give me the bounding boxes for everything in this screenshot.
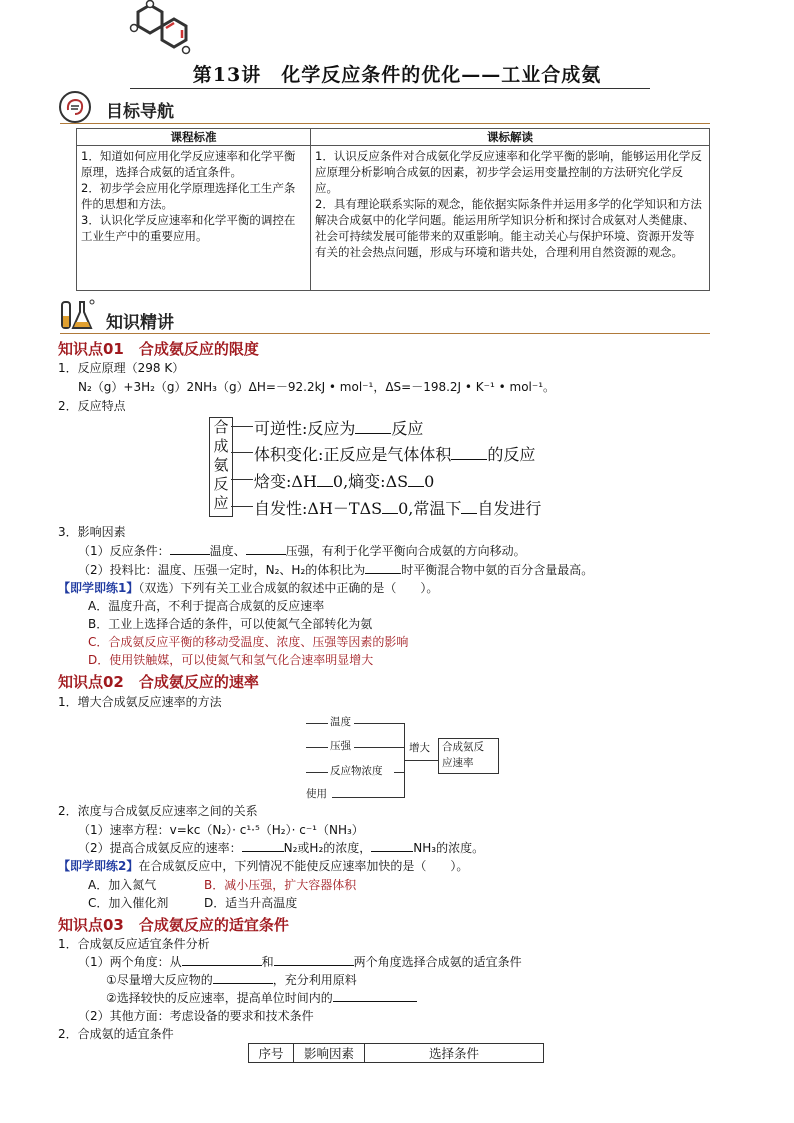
brain-icon <box>58 90 92 124</box>
rate-factor-temperature: 温度 <box>330 716 351 728</box>
exercise-1-option-a[interactable]: A．温度升高，不利于提高合成氨的反应速率 <box>88 599 325 613</box>
kp3-point-2: ②选择较快的反应速率，提高单位时间内的 <box>106 990 417 1006</box>
kp2-title: 知识点02 合成氨反应的速率 <box>58 673 259 691</box>
conditions-table <box>248 1043 544 1063</box>
feature-enthalpy: 焓变:ΔH 0,熵变:ΔS 0 <box>254 472 435 491</box>
goal-left-2: 2．初步学会应用化学原理选择化工生产条件的思想和方法。 <box>81 181 296 211</box>
exercise-1-question: 【即学即练1】（双选）下列有关工业合成氨的叙述中正确的是（ ）。 <box>58 581 439 595</box>
kp1-title: 知识点01 合成氨反应的限度 <box>58 340 259 358</box>
box-char: 应 <box>213 494 229 512</box>
rate-diagram <box>306 712 426 802</box>
flask-icon <box>58 296 98 332</box>
kp1-line-3: 2．反应特点 <box>58 399 126 413</box>
goals-header-interpretation: 课标解读 <box>311 129 710 146</box>
box-char: 反 <box>213 475 229 493</box>
exercise-1-option-d[interactable]: D．使用铁触媒，可以使氮气和氢气化合速率明显增大 <box>88 653 374 667</box>
section-rule <box>60 123 710 124</box>
kp3-other: （2）其他方面：考虑设备的要求和技术条件 <box>78 1009 314 1023</box>
exercise-1-option-b[interactable]: B．工业上选择合适的条件，可以使氮气全部转化为氨 <box>88 617 373 631</box>
goal-left-1: 1．知道如何应用化学反应速率和化学平衡原理，选择合成氨的适宜条件。 <box>81 149 296 179</box>
kp3-line-1: 1．合成氨反应适宜条件分析 <box>58 937 210 951</box>
kp3-point-1: ①尽量增大反应物的 ，充分利用原料 <box>106 973 357 987</box>
conditions-header-no: 序号 <box>249 1044 294 1063</box>
feature-spontaneity: 自发性:ΔH－TΔS 0,常温下 自发进行 <box>254 499 542 518</box>
page-title: 第13讲 化学反应条件的优化——工业合成氨 <box>192 64 602 86</box>
goal-right-2: 2．具有理论联系实际的观念，能依据实际条件并运用多学的化学知识和方法解决合成氨中的化学问题。能运用所学知识分析和探讨合成氨对人类健康、社会可持续发展可能带来的双重影响。能主动关心与保护环境、资源开发等有关的社会热点问题，形成与环境和谐共处，合理利用自然资源的观念。 <box>315 197 702 259</box>
kp3-two-angles: （1）两个角度：从 和 两个角度选择合成氨的适宜条件 <box>78 955 522 969</box>
goal-left-3: 3．认识化学反应速率和化学平衡的调控在工业生产中的重要应用。 <box>81 213 296 243</box>
kp2-increase-rate: （2）提高合成氨反应的速率： N₂或H₂的浓度， NH₃的浓度。 <box>78 841 485 855</box>
section-rule <box>60 333 710 334</box>
exercise-2-option-c[interactable]: C．加入催化剂 <box>88 896 169 910</box>
rate-factor-catalyst: 使用 <box>306 788 327 800</box>
goals-header-standard: 课程标准 <box>77 129 311 146</box>
exercise-2-option-d[interactable]: D．适当升高温度 <box>204 896 298 910</box>
conditions-header-choice: 选择条件 <box>365 1044 544 1063</box>
rate-target-box: 合成氨反 应速率 <box>438 738 499 774</box>
feature-reversibility: 可逆性:反应为 反应 <box>254 419 424 438</box>
kp3-title: 知识点03 合成氨反应的适宜条件 <box>58 916 289 934</box>
goal-right-1: 1．认识反应条件对合成氨化学反应速率和化学平衡的影响，能够运用化学反应原理分析影响合成氨的因素，初步学会运用变量控制的方法研究化学反应。 <box>315 149 702 195</box>
kp2-line-1: 1．增大合成氨反应速率的方法 <box>58 695 222 709</box>
box-char: 成 <box>213 437 229 455</box>
kp1-line-4: 3．影响因素 <box>58 525 126 539</box>
kp3-line-6: 2．合成氨的适宜条件 <box>58 1027 174 1041</box>
exercise-2-option-a[interactable]: A．加入氮气 <box>88 878 157 892</box>
exercise-1-option-c[interactable]: C．合成氨反应平衡的移动受温度、浓度、压强等因素的影响 <box>88 635 409 649</box>
goals-table <box>76 128 710 291</box>
kp1-conditions: （1）反应条件： 温度、 压强，有利于化学平衡向合成氨的方向移动。 <box>78 544 526 558</box>
conditions-header-factor: 影响因素 <box>294 1044 365 1063</box>
rate-factor-concentration: 反应物浓度 <box>330 765 383 777</box>
box-char: 合 <box>213 418 229 436</box>
exercise-2-question: 【即学即练2】在合成氨反应中，下列情况不能使反应速率加快的是（ ）。 <box>58 859 469 873</box>
kp1-ratio: （2）投料比：温度、压强一定时，N₂、H₂的体积比为 时平衡混合物中氨的百分含量最高。 <box>78 563 594 577</box>
kp1-feature-box <box>209 417 233 517</box>
rate-factor-pressure: 压强 <box>330 740 351 752</box>
title-underline <box>130 88 650 89</box>
benzene-logo-icon <box>120 0 200 60</box>
kp1-line-1: 1．反应原理（298 K） <box>58 361 185 375</box>
section-knowledge-heading: 知识精讲 <box>106 313 174 333</box>
section-goals-heading: 目标导航 <box>106 102 174 122</box>
kp2-rate-equation: （1）速率方程：v=kc（N₂）· c¹·⁵（H₂）· c⁻¹（NH₃） <box>78 823 364 837</box>
kp2-line-2: 2．浓度与合成氨反应速率之间的关系 <box>58 804 258 818</box>
feature-volume: 体积变化:正反应是气体体积 的反应 <box>254 445 536 464</box>
rate-increase-label: 增大 <box>409 742 430 754</box>
kp1-equation: N₂（g）+3H₂（g）2NH₃（g）ΔH=－92.2kJ • mol⁻¹，ΔS=－198.2J • K⁻¹ • mol⁻¹。 <box>78 380 556 394</box>
box-char: 氨 <box>213 456 229 474</box>
exercise-2-option-b[interactable]: B．减小压强，扩大容器体积 <box>204 878 357 892</box>
